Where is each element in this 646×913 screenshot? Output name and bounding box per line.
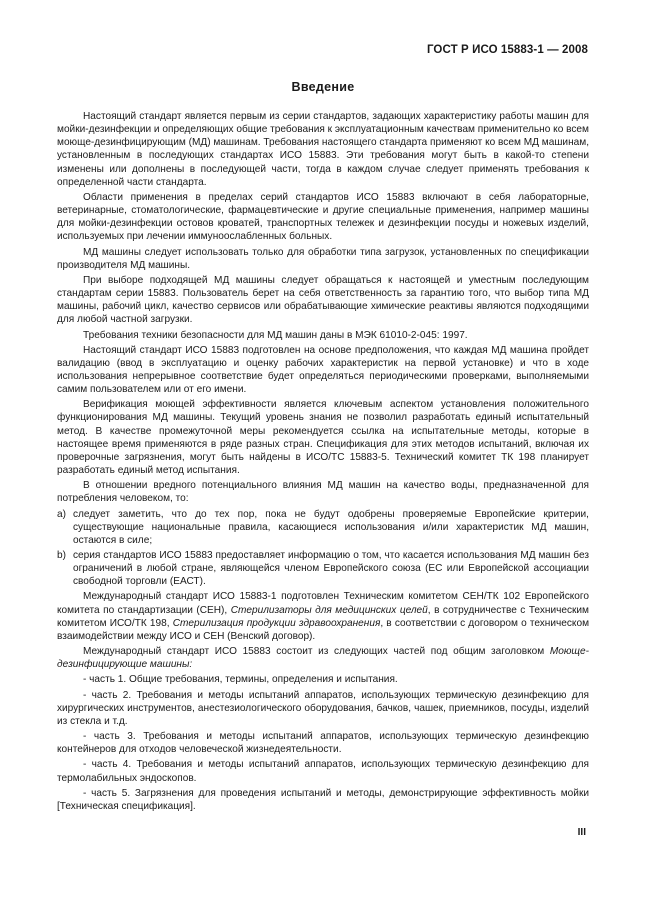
- text-run: , в сотрудничестве с Техническим комитетом ИСО/ТК 198,: [57, 604, 590, 629]
- text-run: , в соответствии с договором о техническом взаимодействии между ИСО и СЕН (Венский договор).: [57, 617, 590, 642]
- list-item: [57, 508, 589, 547]
- paragraph-parts-intro: [57, 645, 589, 671]
- paragraph: Настоящий стандарт является первым из серии стандартов, задающих характеристику работы машин для мойки-дезинфекции и определяющих общие требования к эксплуатационным качествам применительно ко всем моюще-дезинфицирующим (МД) машинам. Требования настоящего стандарта применяют ко всем МД машинам, установленным в последующих стандартах ИСО 15883. Эти требования могут быть в какой-то степени изменены или дополнены в последующей части, тогда в каждом случае следует применять требования к определенной части стандарта.: [57, 111, 589, 188]
- list-item-text: серия стандартов ИСО 15883 предоставляет информацию о том, что касается использования МД машин без ограничений в любой стране, являющейся членом Европейского союза (ЕС или Европейской ассоциации свободной торговли (ЕАСТ).: [73, 550, 589, 588]
- paragraph: Области применения в пределах серий стандартов ИСО 15883 включают в себя лабораторные, ветеринарные, стоматологические, фармацевтические и другие специальные применения, например машины для мойки-дезинфекции остовов кроватей, транспортных тележек и дезинфекции посуды и ножевых изделий, используемых при лечении иммуноослабленных больных.: [57, 191, 589, 243]
- part-item: - часть 3. Требования и методы испытаний аппаратов, использующих термическую дезинфекцию контейнеров для отходов человеческой жизнедеятельности.: [57, 731, 589, 756]
- paragraph: При выборе подходящей МД машины следует обращаться к настоящей и уместным последующим стандартам серии 15883. Пользователь берет на себя ответственность за гарантию того, что выбор типа МД машины, рабочий цикл, качество сервисов или обрабатывающие химические реактивы являются подходящими для любой частной загрузки.: [57, 274, 589, 326]
- paragraph-committee: [57, 590, 589, 643]
- text-run: Международный стандарт ИСО 15883-1 подготовлен Техническим комитетом СЕН/ТК 102 Европейского комитета по стандартизации (СЕН),: [57, 591, 589, 616]
- italic-committee-title: Стерилизаторы для медицинских целей: [230, 604, 428, 616]
- paragraph: МД машины следует использовать только для обработки типа загрузок, установленных по спецификации производителя МД машины.: [57, 246, 589, 271]
- paragraph: Настоящий стандарт ИСО 15883 подготовлен на основе предположения, что каждая МД машина пройдет валидацию (ввод в эксплуатацию и оценку рабочих характеристик на первой установке) и что в ходе использования непрерывное соответствие будет определяться периодическими проверками, выполняемыми самим пользователем или от его имени.: [57, 344, 589, 396]
- part-item: - часть 1. Общие требования, термины, определения и испытания.: [83, 674, 398, 686]
- italic-series-title: Моюще-дезинфицирующие машины:: [57, 646, 589, 671]
- list-item-text: следует заметить, что до тех пор, пока не будут одобрены проверяемые Европейские критерии, существующие национальные правила, касающиеся использования и/или характеристик МД машин, остаются в силе;: [73, 508, 589, 546]
- italic-committee-title: Стерилизация продукции здравоохранения: [172, 617, 381, 629]
- part-item: - часть 2. Требования и методы испытаний аппаратов, использующих термическую дезинфекцию для хирургических инструментов, анестезиологического оборудования, бачков, чашек, приемников, посуды, изделий из стекла и т.д.: [57, 689, 589, 727]
- part-item: - часть 5. Загрязнения для проведения испытаний и методы, демонстрирующие эффективность мойки [Техническая спецификация].: [57, 787, 589, 812]
- document-body: [57, 110, 589, 815]
- page-number: III: [577, 827, 586, 838]
- paragraph: Требования техники безопасности для МД машин даны в МЭК 61010-2-045: 1997.: [83, 329, 468, 341]
- list-marker: а): [57, 508, 66, 520]
- page-title: Введение: [291, 80, 355, 94]
- document-id-header: ГОСТ Р ИСО 15883-1 — 2008: [426, 44, 588, 56]
- list-item: [57, 549, 589, 588]
- part-item: - часть 4. Требования и методы испытаний аппаратов, использующих термическую дезинфекцию для термолабильных эндоскопов.: [57, 759, 589, 784]
- paragraph: Верификация моющей эффективности является ключевым аспектом установления положительного функционирования МД машины. Текущий уровень знания не позволил разработать единый испытательный метод. В качестве промежуточной меры рекомендуется ссылка на испытательные методы, которые в настоящее время применяются в ряде разных стран. Спецификация для этих методов испытаний, включая их проверочные загрязнения, могут быть найдены в ИСО/ТС 15883-5. Технический комитет ТК 198 планирует разработать единый метод испытания.: [57, 399, 589, 477]
- paragraph: В отношении вредного потенциального влияния МД машин на качество воды, предназначенной для потребления человеком, то:: [57, 480, 589, 505]
- list-marker: b): [57, 550, 66, 561]
- text-run: Международный стандарт ИСО 15883 состоит из следующих частей под общим заголовком: [83, 646, 550, 658]
